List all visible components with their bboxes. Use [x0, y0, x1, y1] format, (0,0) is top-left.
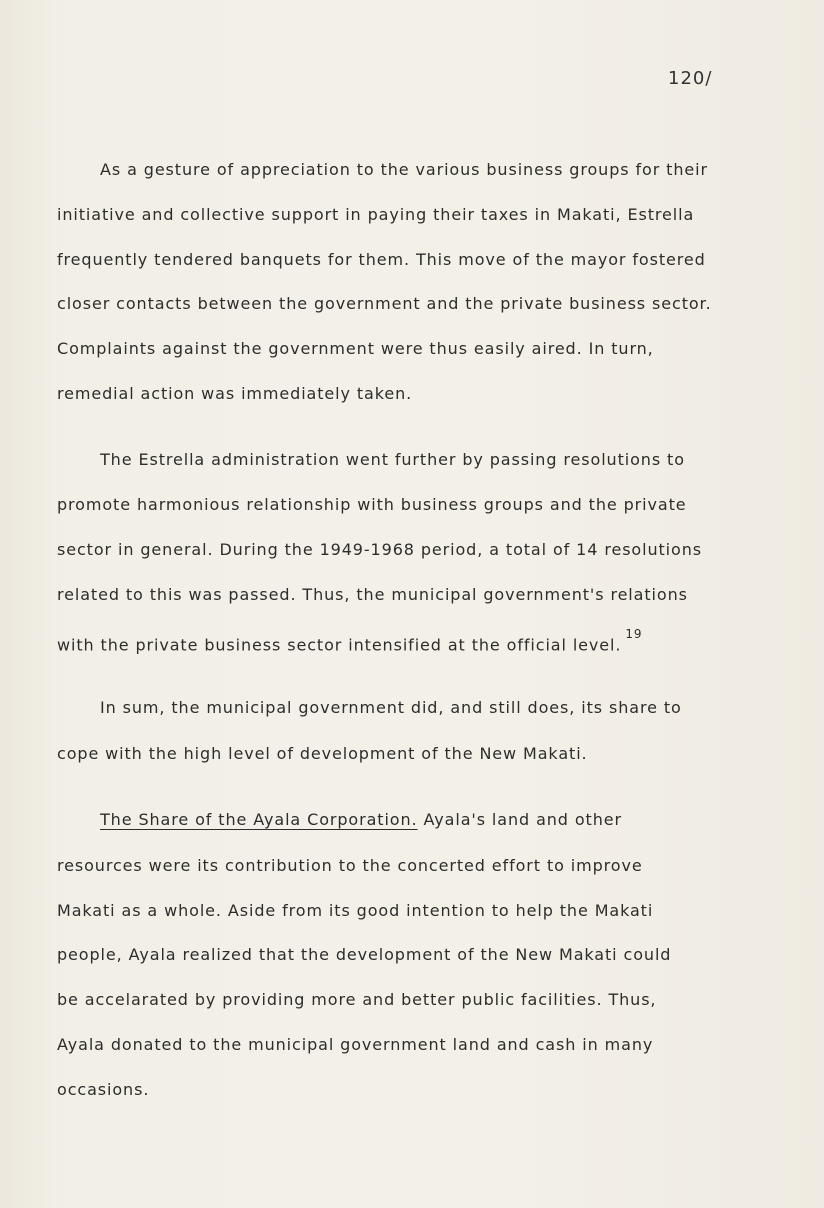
text-line: In sum, the municipal government did, and still does, its share to — [100, 698, 682, 717]
text-line — [100, 810, 622, 830]
text-line: remedial action was immediately taken. — [57, 384, 413, 403]
text-line: sector in general. During the 1949-1968 period, a total of 14 resolutions — [57, 540, 702, 559]
text-line: occasions. — [57, 1080, 150, 1099]
text-line: people, Ayala realized that the development of the New Makati could — [57, 945, 672, 964]
text-line: As a gesture of appreciation to the various business groups for their — [100, 160, 708, 179]
text-line-content: Ayala's land and other — [423, 810, 622, 829]
text-line — [57, 627, 643, 655]
text-line: The Estrella administration went further by passing resolutions to — [100, 450, 685, 469]
text-line: promote harmonious relationship with business groups and the private — [57, 495, 687, 514]
text-line: Makati as a whole. Aside from its good intention to help the Makati — [57, 901, 654, 920]
footnote-marker: 19 — [625, 627, 643, 641]
text-line-content: with the private business sector intensified at the official level. — [57, 635, 622, 655]
text-line: resources were its contribution to the concerted effort to improve — [57, 856, 643, 875]
text-line: closer contacts between the government and the private business sector. — [57, 294, 712, 313]
text-line: cope with the high level of development of the New Makati. — [57, 744, 588, 763]
text-line: frequently tendered banquets for them. This move of the mayor fostered — [57, 250, 706, 269]
text-line: related to this was passed. Thus, the municipal government's relations — [57, 585, 688, 604]
text-line: initiative and collective support in paying their taxes in Makati, Estrella — [57, 205, 695, 224]
text-line: Complaints against the government were thus easily aired. In turn, — [57, 339, 654, 358]
section-heading: The Share of the Ayala Corporation. — [100, 810, 418, 829]
page-number: 120/ — [668, 68, 713, 89]
text-line: Ayala donated to the municipal government land and cash in many — [57, 1035, 654, 1054]
text-line: be accelarated by providing more and better public facilities. Thus, — [57, 990, 657, 1009]
